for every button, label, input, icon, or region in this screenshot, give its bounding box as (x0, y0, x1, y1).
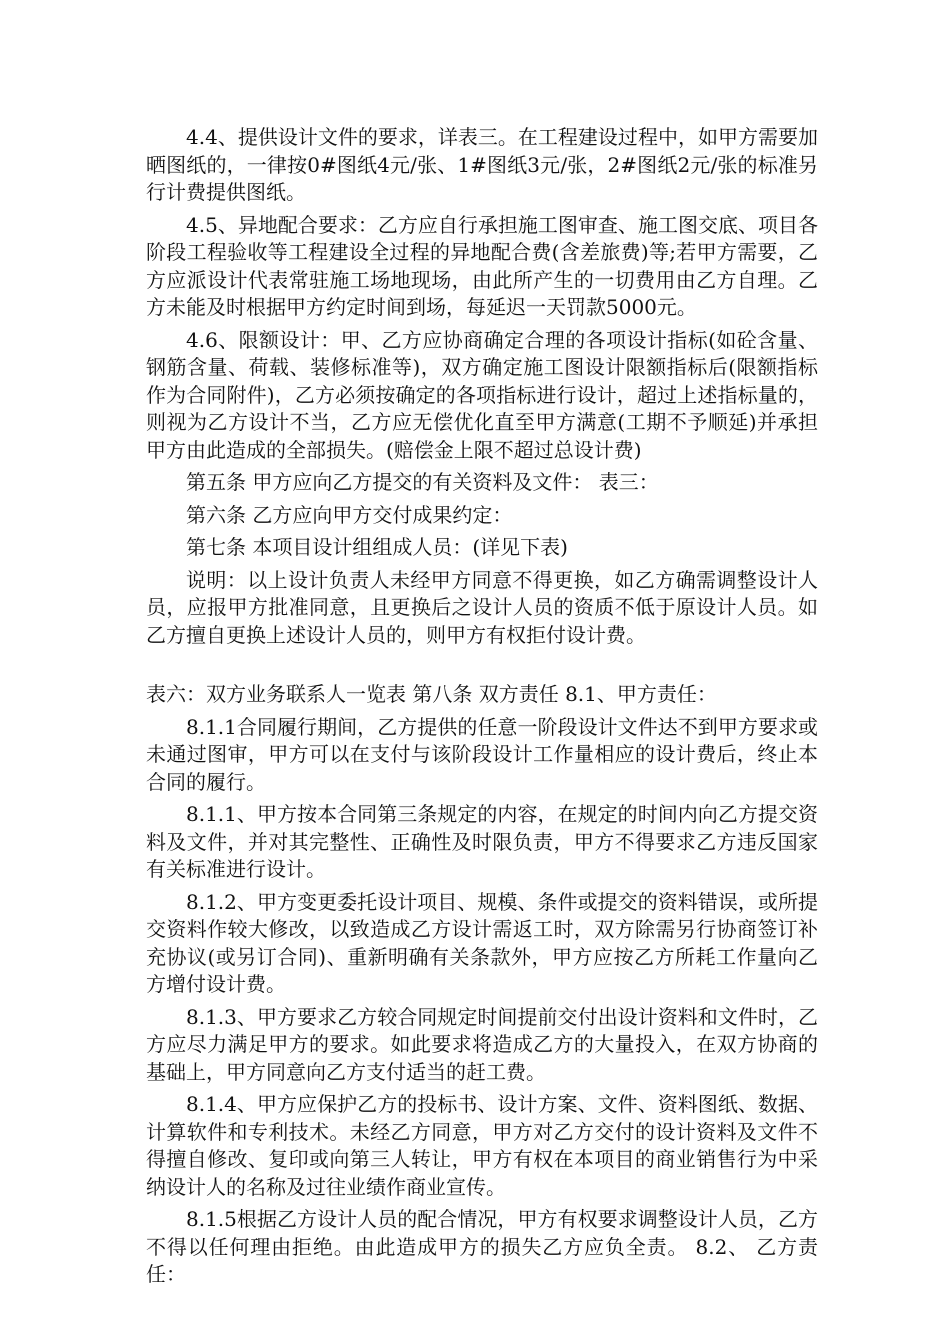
note-paragraph: 说明：以上设计负责人未经甲方同意不得更换，如乙方确需调整设计人员，应报甲方批准同意，且更换后之设计人员的资质不低于原设计人员。如乙方擅自更换上述设计人员的，则甲方有权拒付设计费。 (146, 567, 818, 647)
clause-4-4: 4.4、提供设计文件的要求，详表三。在工程建设过程中，如甲方需要加晒图纸的，一律按0#图纸4元/张、1#图纸3元/张，2#图纸2元/张的标准另行计费提供图纸。 (146, 125, 818, 204)
article-7: 第七条 本项目设计组组成人员：(详见下表) (186, 535, 568, 559)
clause-8-1-1a: 8.1.1合同履行期间，乙方提供的任意一阶段设计文件达不到甲方要求或未通过图审，甲方可以在支付与该阶段设计工作量相应的设计费后，终止本合同的履行。 (146, 714, 818, 794)
clause-8-1-1b: 8.1.1、甲方按本合同第三条规定的内容，在规定的时间内向乙方提交资料及文件，并对其完整性、正确性及时限负责，甲方不得要求乙方违反国家有关标准进行设计。 (146, 802, 818, 881)
clause-4-6: 4.6、限额设计：甲、乙方应协商确定合理的各项设计指标(如砼含量、钢筋含量、荷载、装修标准等)，双方确定施工图设计限额指标后(限额指标作为合同附件)，乙方必须按确定的各项指标进行设计，超过上述指标量的，则视为乙方设计不当，乙方应无偿优化直至甲方满意(工期不予顺延)并承担甲方由此造成的全部损失。(赔偿金上限不超过总设计费) (146, 327, 818, 462)
clause-8-1-3: 8.1.3、甲方要求乙方较合同规定时间提前交付出设计资料和文件时，乙方应尽力满足甲方的要求。如此要求将造成乙方的大量投入，在双方协商的基础上，甲方同意向乙方支付适当的赶工费。 (146, 1004, 818, 1084)
contract-text-body (146, 124, 818, 1294)
clause-8-1-5: 8.1.5根据乙方设计人员的配合情况，甲方有权要求调整设计人员，乙方不得以任何理由拒绝。由此造成甲方的损失乙方应负全责。 8.2、 乙方责任： (146, 1207, 818, 1286)
clause-8-1-4: 8.1.4、甲方应保护乙方的投标书、设计方案、文件、资料图纸、数据、计算软件和专利技术。未经乙方同意，甲方对乙方交付的设计资料及文件不得擅自修改、复印或向第三人转让，甲方有权在本项目的商业销售行为中采纳设计人的名称及过往业绩作商业宣传。 (146, 1092, 818, 1199)
clause-4-5: 4.5、异地配合要求：乙方应自行承担施工图审查、施工图交底、项目各阶段工程验收等工程建设全过程的异地配合费(含差旅费)等;若甲方需要，乙方应派设计代表常驻施工场地现场，由此所产生的一切费用由乙方自理。乙方未能及时根据甲方约定时间到场，每延迟一天罚款5000元。 (146, 212, 818, 319)
table-6-and-article-8-heading: 表六：双方业务联系人一览表 第八条 双方责任 8.1、甲方责任： (146, 682, 717, 706)
blank-line (146, 654, 818, 681)
clause-8-1-2: 8.1.2、甲方变更委托设计项目、规模、条件或提交的资料错误，或所提交资料作较大修改，以致造成乙方设计需返工时，双方除需另行协商签订补充协议(或另订合同)、重新明确有关条款外，甲方应按乙方所耗工作量向乙方增付设计费。 (146, 889, 818, 996)
article-5: 第五条 甲方应向乙方提交的有关资料及文件： 表三： (186, 470, 659, 494)
article-6: 第六条 乙方应向甲方交付成果约定： (186, 502, 513, 527)
